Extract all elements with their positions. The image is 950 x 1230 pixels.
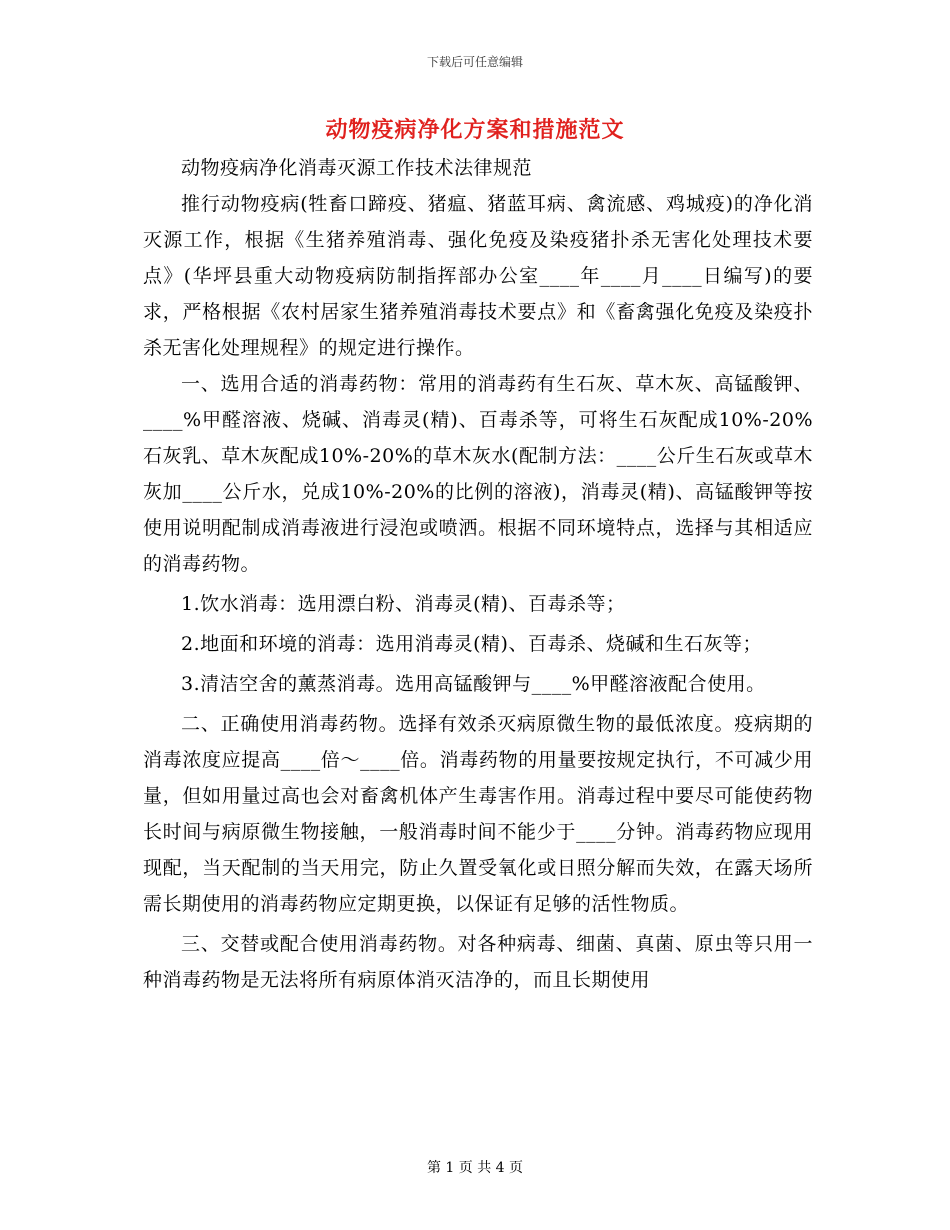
document-title: 动物疫病净化方案和措施范文 — [325, 117, 625, 143]
list-item-ground-environment: 2.地面和环境的消毒：选用消毒灵(精)、百毒杀、烧碱和生石灰等； — [181, 633, 762, 655]
section-three-paragraph: 三、交替或配合使用消毒药物。对各种病毒、细菌、真菌、原虫等只用一种消毒药物是无法将所有病原体消灭洁净的，而且长期使用 — [143, 933, 813, 991]
list-item-fumigation: 3.清洁空舍的薰蒸消毒。选用高锰酸钾与____%甲醛溶液配合使用。 — [181, 673, 766, 695]
section-two-paragraph: 二、正确使用消毒药物。选择有效杀灭病原微生物的最低浓度。疫病期的消毒浓度应提高____倍～____倍。消毒药物的用量要按规定执行，不可减少用量，但如用量过高也会对畜禽机体产生毒害作用。消毒过程中要尽可能使药物长时间与病原微生物接触，一般消毒时间不能少于____分钟。消毒药物应现用现配，当天配制的当天用完，防止久置受氧化或日照分解而失效，在露天场所需长期使用的消毒药物应定期更换，以保证有足够的活性物质。 — [143, 713, 813, 915]
list-item-drinking-water: 1.饮水消毒：选用漂白粉、消毒灵(精)、百毒杀等； — [181, 593, 626, 615]
page-footer: 第 1 页 共 4 页 — [426, 1160, 524, 1176]
intro-paragraph: 推行动物疫病(牲畜口蹄疫、猪瘟、猪蓝耳病、禽流感、鸡城疫)的净化消灭源工作，根据《生猪养殖消毒、强化免疫及染疫猪扑杀无害化处理技术要点》(华坪县重大动物疫病防制指挥部办公室____年____月____日编写)的要求，严格根据《农村居家生猪养殖消毒技术要点》和《畜禽强化免疫及染疫扑杀无害化处理规程》的规定进行操作。 — [143, 193, 813, 359]
document-body — [143, 150, 813, 998]
page-header: 下载后可任意编辑 — [426, 55, 523, 69]
section-one-paragraph: 一、选用合适的消毒药物：常用的消毒药有生石灰、草木灰、高锰酸钾、____%甲醛溶液、烧碱、消毒灵(精)、百毒杀等，可将生石灰配成10%-20%石灰乳、草木灰配成10%-20%的草木灰水(配制方法：____公斤生石灰或草木灰加____公斤水，兑成10%-20%的比例的溶液)，消毒灵(精)、高锰酸钾等按使用说明配制成消毒液进行浸泡或喷洒。根据不同环境特点，选择与其相适应的消毒药物。 — [143, 373, 813, 575]
subtitle-paragraph: 动物疫病净化消毒灭源工作技术法律规范 — [181, 157, 533, 179]
